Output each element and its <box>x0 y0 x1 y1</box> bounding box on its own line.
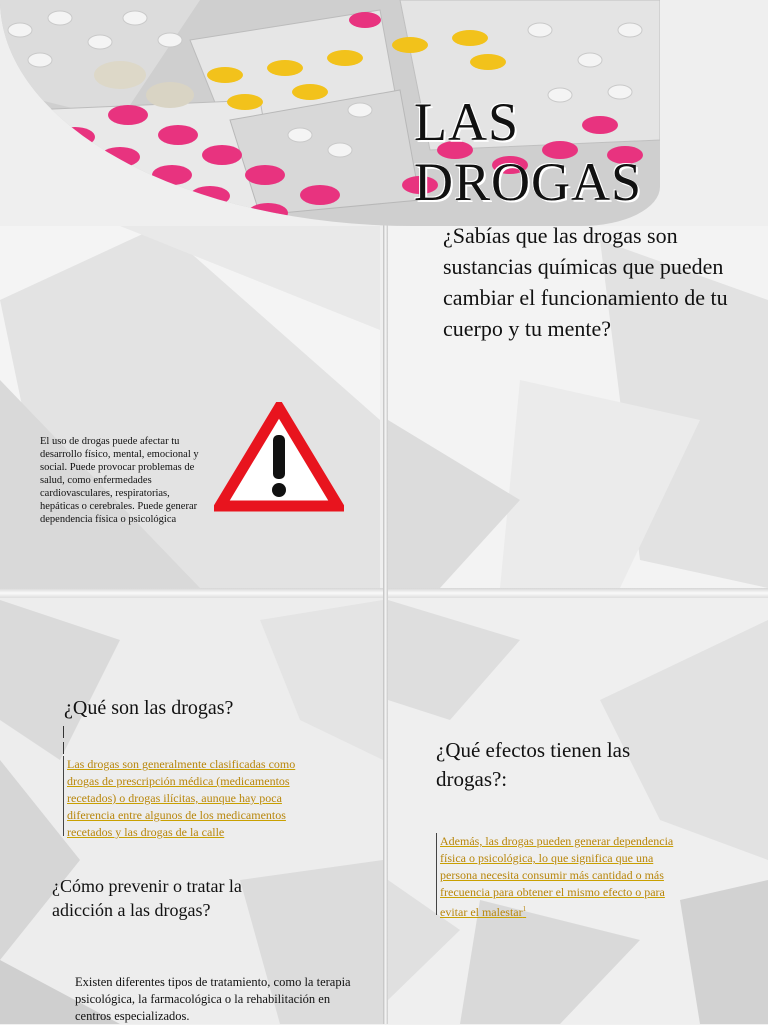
intro-question: ¿Sabías que las drogas son sustancias químicas que pueden cambiar el funcionamiento de tu cuerpo y tu mente? <box>443 223 728 341</box>
text-line: persona necesita consumir más cantidad o más <box>440 868 664 882</box>
warning-triangle-icon <box>214 402 344 514</box>
title-line-2: DROGAS <box>414 152 643 212</box>
title-line-1: LAS <box>414 92 520 152</box>
text-line: diferencia entre algunos de los medicamentos <box>67 808 286 822</box>
effects-heading: ¿Qué efectos tienen las drogas?: <box>436 738 631 791</box>
what-are-drugs-text[interactable] <box>67 756 295 841</box>
text-line: Las drogas son generalmente clasificadas como <box>67 757 296 771</box>
text-line: recetados) o drogas ilícitas, aunque hay poca <box>67 791 282 805</box>
what-are-drugs-heading: ¿Qué son las drogas? <box>64 697 234 719</box>
prevent-heading: ¿Cómo prevenir o tratar la adicción a las drogas? <box>52 876 242 920</box>
effects-text[interactable] <box>440 833 673 921</box>
comment-bar <box>63 756 64 836</box>
treatment-text: Existen diferentes tipos de tratamiento, como la terapia psicológica, la farmacológica o la rehabilitación en centros especializados. <box>75 975 351 1023</box>
text-line: recetados y las drogas de la calle <box>67 825 225 839</box>
text-line-last: evitar el malestar <box>440 905 523 919</box>
text-cursor <box>63 742 64 754</box>
text-line <box>440 901 673 921</box>
text-cursor <box>63 726 64 738</box>
text-line: drogas de prescripción médica (medicamentos <box>67 774 290 788</box>
page-title <box>414 92 642 212</box>
effects-note: El uso de drogas puede afectar tu desarrollo físico, mental, emocional y social. Puede provocar problemas de salud, como enfermedades cardiovasculares, respiratorias, hepáticas o cerebrales. Puede generar dependencia física o psicológica <box>40 436 199 525</box>
comment-bar <box>436 833 437 915</box>
text-line: frecuencia para obtener el mismo efecto o para <box>440 885 665 899</box>
text-line: Además, las drogas pueden generar dependencia <box>440 834 674 848</box>
text-line: física o psicológica, lo que significa que una <box>440 851 654 865</box>
footnote-marker: 1 <box>522 905 527 913</box>
